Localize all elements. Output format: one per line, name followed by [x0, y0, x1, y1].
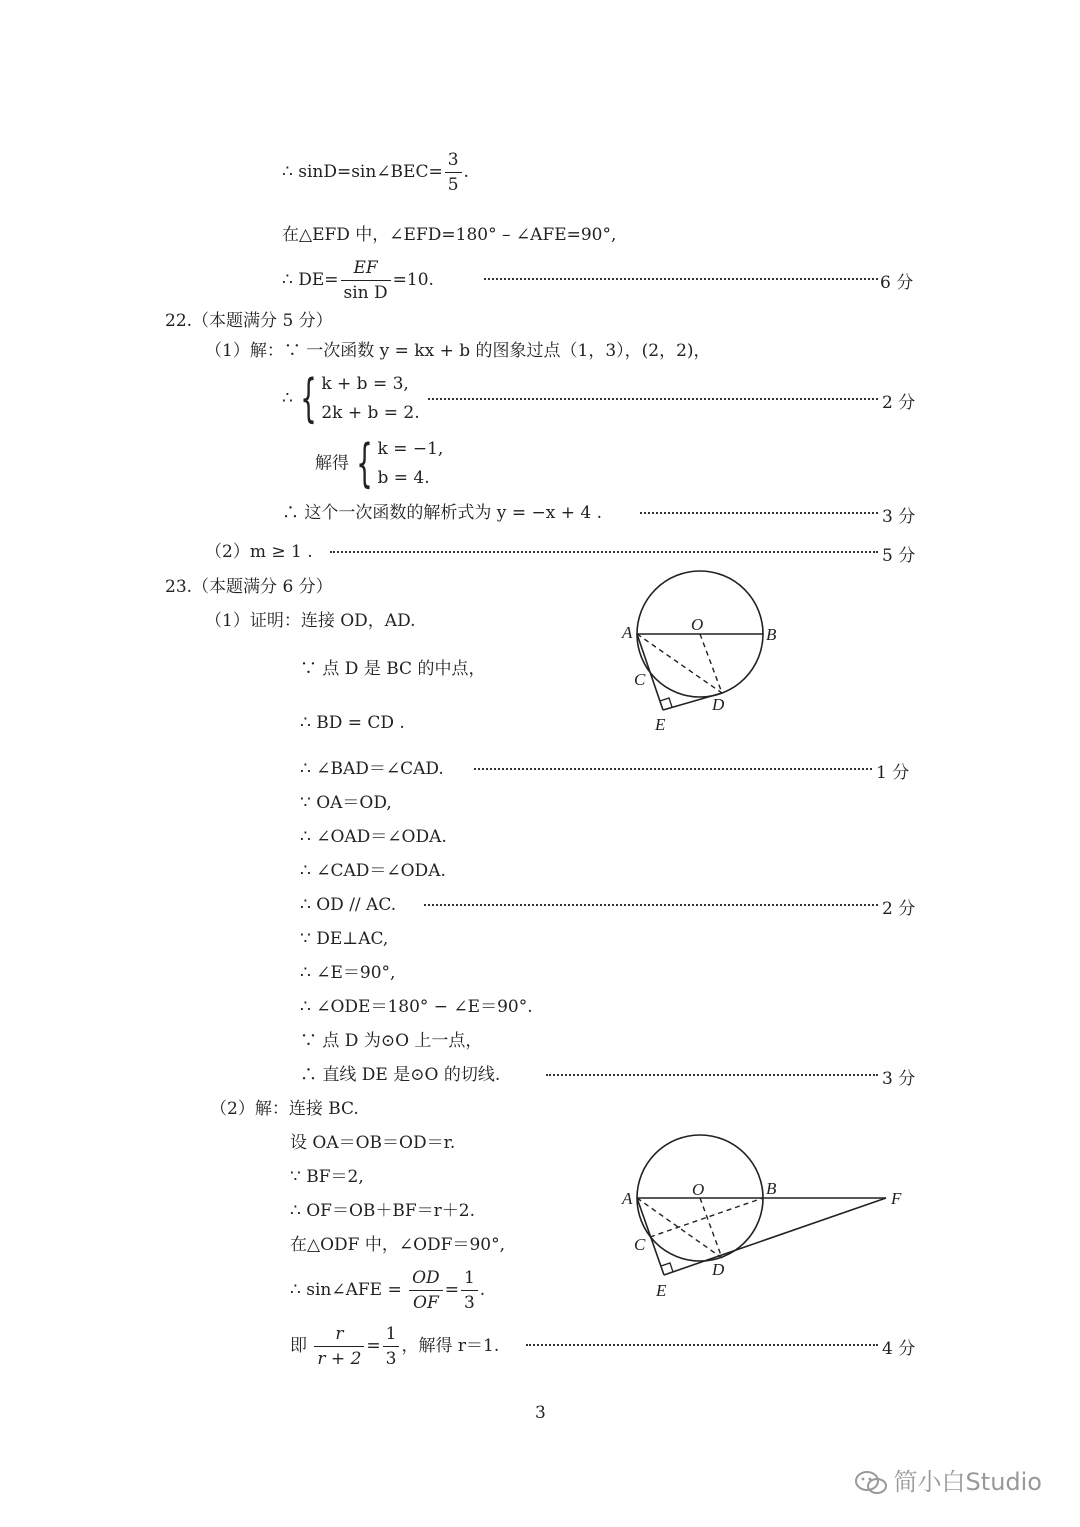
dot-leader [526, 1344, 878, 1346]
label-b: B [766, 1179, 777, 1198]
q22-system-a: ∴ { k + b = 3, 2k + b = 2. [282, 369, 420, 429]
segment-od [700, 1198, 722, 1258]
q22-title: 22.（本题满分 5 分） [165, 311, 333, 331]
label-o: O [691, 615, 704, 634]
solution-step: ∵ BF＝2, [290, 1167, 364, 1187]
dot-leader [484, 278, 878, 280]
score-label: 4 分 [882, 1339, 916, 1359]
q23-part1-head: （1）证明：连接 OD，AD. [205, 611, 416, 631]
label-a: A [622, 623, 633, 642]
label-e: E [656, 1281, 667, 1300]
brace: { [356, 434, 374, 494]
wechat-icon [854, 1469, 888, 1497]
score-label: 2 分 [882, 393, 916, 413]
label-f: F [891, 1189, 902, 1208]
q22-part2: （2）m ≥ 1 . [205, 542, 313, 562]
prev-line-sin: ∴ sinD=sin∠BEC= $\frac{3}{5}$ . [282, 150, 469, 195]
proof-step: ∴ OD // AC. [300, 895, 397, 915]
proof-step: ∴ ∠E＝90°, [300, 963, 396, 983]
solution-step: 设 OA＝OB＝OD＝r. [290, 1133, 456, 1153]
dot-leader [640, 512, 878, 514]
proof-step: ∵ 点 D 为⊙O 上一点， [300, 1031, 483, 1051]
q23-title: 23.（本题满分 6 分） [165, 577, 333, 597]
fraction: $\frac{EF}{\text{sin D}}$ [341, 256, 391, 305]
label-c: C [634, 1235, 646, 1254]
q22-part1: （1）解：∵ 一次函数 y = kx + b 的图象过点（1，3），(2，2)， [205, 341, 711, 361]
proof-step: ∴ BD = CD . [300, 713, 405, 733]
dot-leader [546, 1074, 878, 1076]
prev-line-angle: 在△EFD 中，∠EFD=180° – ∠AFE=90°, [282, 225, 617, 245]
fraction: $\frac{OD}{OF}$ [409, 1266, 443, 1315]
proof-step: ∵ OA＝OD, [300, 793, 392, 813]
label-c: C [634, 670, 646, 689]
fraction: $\frac{3}{5}$ [445, 148, 462, 197]
score-label: 5 分 [882, 546, 916, 566]
ratio-equation: 即 $\frac{r}{r + 2}$ = $\frac{1}{3}$ ，解得 r＝1. [290, 1324, 500, 1369]
score-label: 3 分 [882, 507, 916, 527]
segment-ad [637, 634, 722, 693]
dot-leader [330, 551, 878, 553]
dot-leader [474, 768, 872, 770]
score-label: 3 分 [882, 1069, 916, 1089]
label-b: B [766, 625, 777, 644]
segment-ef [664, 1198, 886, 1275]
label-d: D [712, 1260, 725, 1279]
prev-sin-text: ∴ sinD=sin∠BEC= [282, 162, 443, 182]
q23-part2-head: （2）解：连接 BC. [210, 1099, 359, 1119]
watermark-text: 简小白Studio [893, 1468, 1042, 1496]
label-e: E [655, 715, 666, 734]
proof-step: ∵ DE⊥AC, [300, 929, 389, 949]
proof-step: ∴ 直线 DE 是⊙O 的切线. [300, 1065, 501, 1085]
brace: { [300, 369, 318, 429]
solution-step: ∴ OF＝OB＋BF＝r＋2. [290, 1201, 476, 1221]
label-o: O [692, 1180, 705, 1199]
q22-conclusion: ∴ 这个一次函数的解析式为 y = −x + 4 . [282, 503, 602, 523]
q22-system-b: 解得 { k = −1, b = 4. [315, 434, 444, 494]
fraction: $\frac{1}{3}$ [383, 1322, 400, 1371]
score-label: 2 分 [882, 899, 916, 919]
sin-equation: ∴ sin∠AFE = $\frac{OD}{OF}$ = $\frac{1}{3}$ . [290, 1268, 486, 1313]
label-a: A [622, 1189, 633, 1208]
proof-step: ∴ ∠BAD＝∠CAD. [300, 759, 444, 779]
dot-leader [428, 398, 878, 400]
watermark [854, 1462, 1042, 1497]
figure-2-circle-tangent-f [600, 1125, 920, 1305]
page-number: 3 [535, 1403, 546, 1423]
proof-step: ∴ ∠ODE＝180° − ∠E＝90°. [300, 997, 533, 1017]
proof-step: ∵ 点 D 是 BC 的中点， [300, 659, 486, 679]
label-d: D [712, 695, 725, 714]
figure-1-circle-tangent [600, 560, 820, 740]
proof-step: ∴ ∠OAD＝∠ODA. [300, 827, 447, 847]
proof-step: ∴ ∠CAD＝∠ODA. [300, 861, 446, 881]
fraction: $\frac{r}{r + 2}$ [314, 1322, 364, 1371]
score-label: 6 分 [880, 273, 914, 293]
fraction: $\frac{1}{3}$ [461, 1266, 478, 1315]
solution-step: 在△ODF 中，∠ODF＝90°, [290, 1235, 505, 1255]
dot-leader [424, 904, 878, 906]
score-label: 1 分 [876, 763, 910, 783]
prev-line-de: ∴ DE= $\frac{EF}{\text{sin D}}$ =10. [282, 258, 434, 303]
segment-ad [637, 1198, 722, 1258]
segment-od [700, 634, 722, 693]
